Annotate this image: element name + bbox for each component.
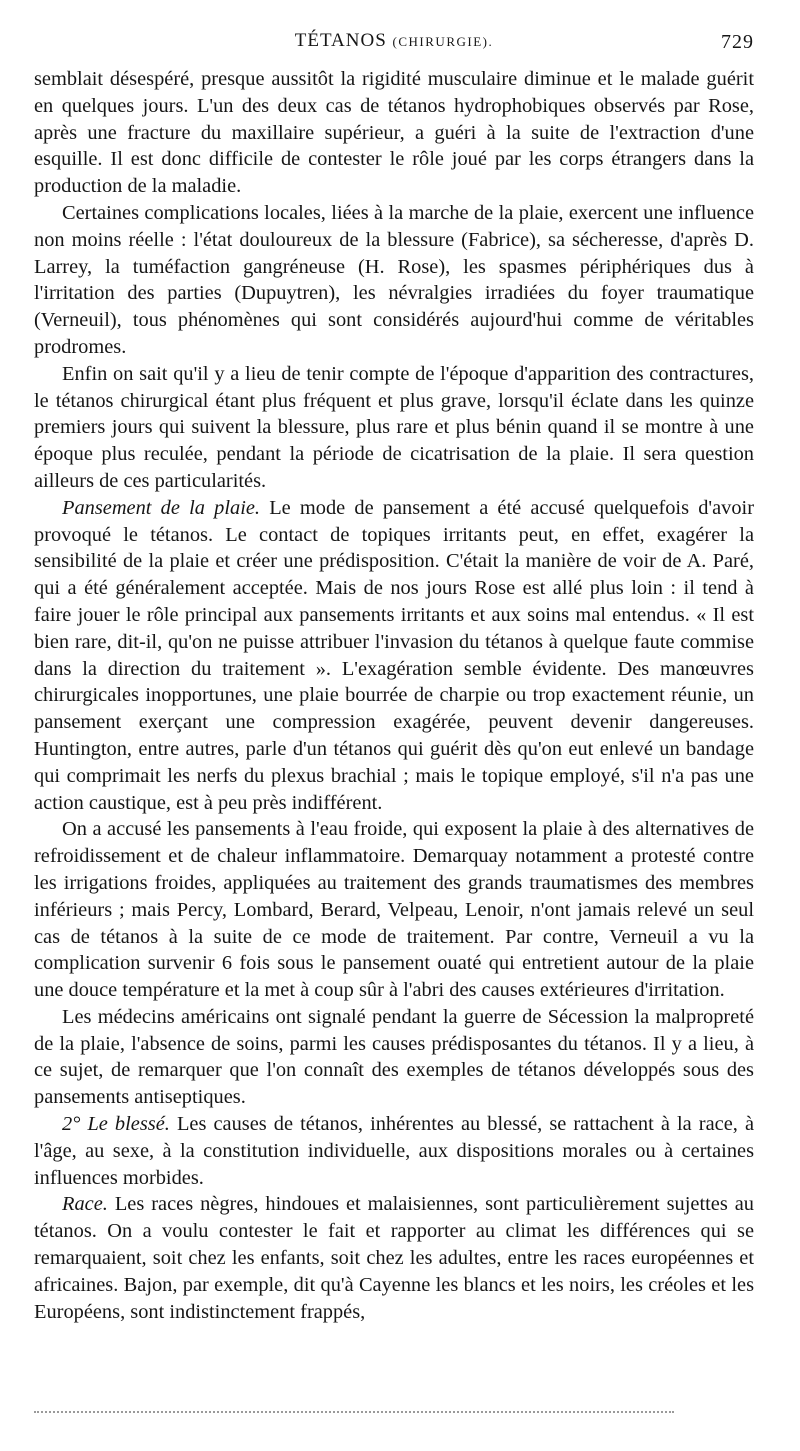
paragraph — [34, 1111, 754, 1191]
section-heading: Race. — [62, 1193, 108, 1216]
section-heading: 2° Le blessé. — [62, 1113, 170, 1136]
running-header — [34, 0, 754, 56]
paragraph — [34, 200, 754, 361]
paragraph-text: Les races nègres, hindoues et malaisiennes, sont particulièrement sujettes au tétanos. On a voulu contester le fait et rapporter au climat les différences qui se remarquaient, soit chez les enfants, soit chez les adultes, entre les races européennes et africaines. Bajon, par exemple, dit qu'à Cayenne les blancs et les noirs, les créoles et les Européens, sont indistinctement frappés, — [34, 1193, 754, 1323]
paragraph — [34, 1191, 754, 1325]
paragraph-text: semblait désespéré, presque aussitôt la rigidité musculaire diminue et le malade guérit en quelques jours. L'un des deux cas de tétanos hydrophobiques observés par Rose, après une fracture du maxillaire supérieur, a guéri à la suite de l'extraction d'une esquille. Il est donc difficile de contester le rôle joué par les corps étrangers dans la production de la maladie. — [34, 68, 754, 198]
paragraph — [34, 361, 754, 495]
paragraph — [34, 495, 754, 817]
body-text — [34, 66, 754, 1325]
page-number: 729 — [721, 31, 754, 53]
running-title — [34, 30, 754, 52]
running-title-main: TÉTANOS — [294, 30, 387, 51]
paragraph-text: Certaines complications locales, liées à la marche de la plaie, exercent une influence non moins réelle : l'état douloureux de la blessure (Fabrice), sa sécheresse, d'après D. Larrey, la tuméfaction gangréneuse (H. Rose), les spasmes périphériques dus à l'irritation des parties (Dupuytren), les névralgies irradiées du foyer traumatique (Verneuil), tous phénomènes qui sont considérés aujourd'hui comme de véritables prodromes. — [34, 201, 754, 358]
paragraph-text: Les médecins américains ont signalé pendant la guerre de Sécession la malpropreté de la plaie, l'absence de soins, parmi les causes prédisposantes du tétanos. Il y a lieu, à ce sujet, de remarquer que l'on connaît des exemples de tétanos développés sous des pansements antiseptiques. — [34, 1005, 754, 1109]
paragraph — [34, 1004, 754, 1111]
footer-rule — [34, 1411, 674, 1413]
paragraph-text: Les causes de tétanos, inhérentes au blessé, se rattachent à la race, à l'âge, au sexe, à la constitution individuelle, aux dispositions morales ou à certaines influences morbides. — [34, 1113, 754, 1189]
paragraph-text: On a accusé les pansements à l'eau froide, qui exposent la plaie à des alternatives de refroidissement et de chaleur inflammatoire. Demarquay notamment a protesté contre les irrigations froides, appliquées au traitement des grands traumatismes des membres inférieurs ; mais Percy, Lombard, Berard, Velpeau, Lenoir, n'ont jamais relevé un seul cas de tétanos à la suite de ce mode de traitement. Par contre, Verneuil a vu la complication survenir 6 fois sous le pansement ouaté qui entretient autour de la plaie une douce température et la met à coup sûr à l'abri des causes extérieures d'irritation. — [34, 818, 754, 1002]
paragraph-text: Le mode de pansement a été accusé quelquefois d'avoir provoqué le tétanos. Le contact de topiques irritants peut, en effet, exagérer la sensibilité de la plaie et créer une prédisposition. C'était la manière de voir de A. Paré, qui a été généralement acceptée. Mais de nos jours Rose est allé plus loin : il tend à faire jouer le rôle principal aux pansements irritants et aux soins mal entendus. « Il est bien rare, dit-il, qu'on ne puisse attribuer l'invasion du tétanos à quelque faute commise dans la direction du traitement ». L'exagération semble évidente. Des manœuvres chirurgicales inopportunes, une plaie bourrée de charpie ou trop exactement réunie, un pansement exerçant une compression exagérée, peuvent devenir dangereuses. Huntington, entre autres, parle d'un tétanos qui guérit dès qu'on eut enlevé un bandage qui comprimait les nerfs du plexus brachial ; mais le topique employé, s'il n'a pas une action caustique, est à peu près indifférent. — [34, 496, 754, 814]
paragraph — [34, 816, 754, 1004]
running-title-subtitle: (CHIRURGIE). — [392, 34, 494, 49]
paragraph — [34, 66, 754, 200]
paragraph-text: Enfin on sait qu'il y a lieu de tenir compte de l'époque d'apparition des contractures, le tétanos chirurgical étant plus fréquent et plus grave, lorsqu'il éclate dans les quinze premiers jours qui suivent la blessure, plus rare et plus bénin quand il se montre à une époque plus reculée, pendant la période de cicatrisation de la plaie. Il sera question ailleurs de ces particularités. — [34, 362, 754, 492]
section-heading: Pansement de la plaie. — [62, 496, 261, 519]
page — [34, 0, 754, 1323]
